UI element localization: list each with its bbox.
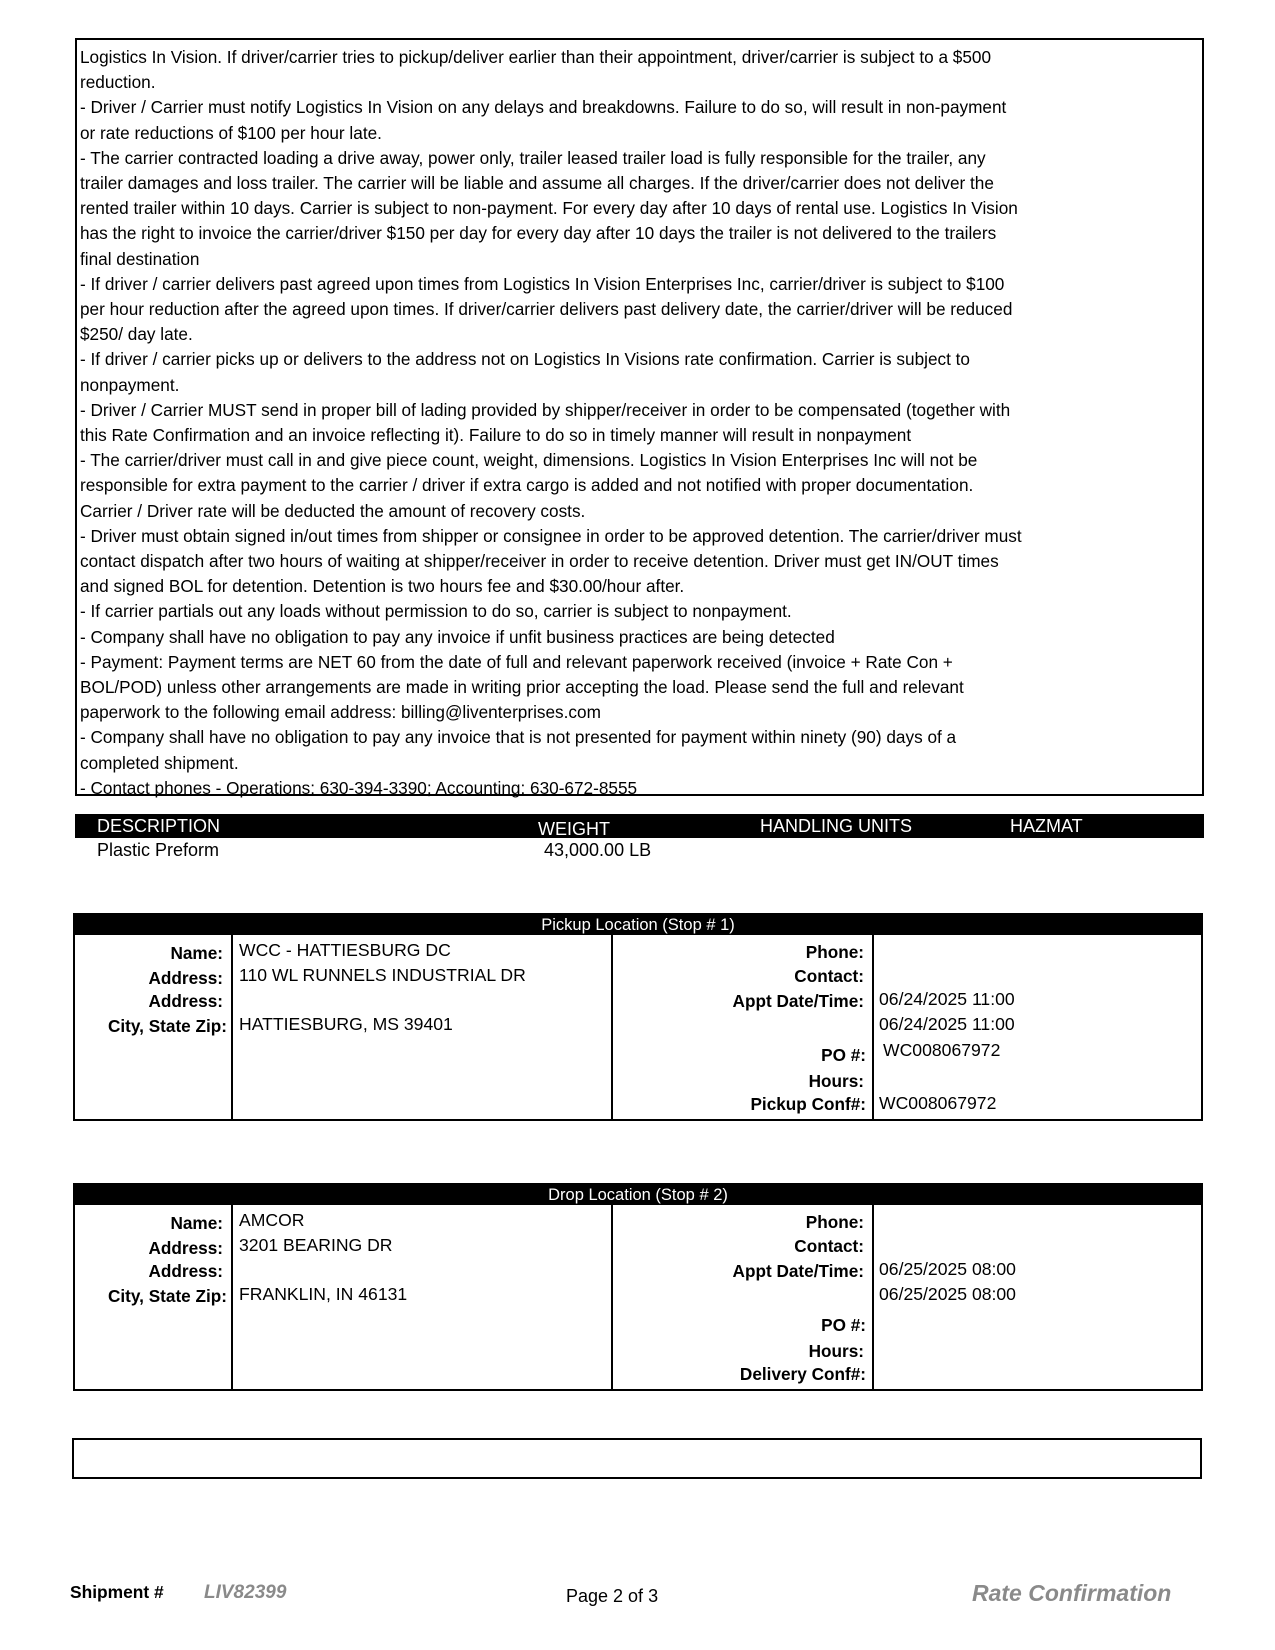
address-2-label: Address: <box>148 991 223 1011</box>
address-label: Address: <box>148 968 223 988</box>
terms-line: Carrier / Driver rate will be deducted the amount of recovery costs. <box>80 500 586 521</box>
page-number: Page 2 of 3 <box>566 1586 659 1606</box>
po-label: PO #: <box>821 1315 866 1335</box>
handling-units-header: HANDLING UNITS <box>760 816 913 836</box>
pickup-address: 110 WL RUNNELS INDUSTRIAL DR <box>239 965 526 985</box>
divider <box>611 1205 613 1389</box>
pickup-location-box <box>73 913 1203 1121</box>
terms-line: paperwork to the following email address: billing@liventerprises.com <box>80 702 601 723</box>
pickup-appt-end: 06/24/2025 11:00 <box>879 1014 1015 1034</box>
terms-line: - The carrier/driver must call in and give piece count, weight, dimensions. Logistics In Vision Enterprises Inc will not be <box>80 450 978 471</box>
pickup-conf-number: WC008067972 <box>879 1093 997 1113</box>
terms-line: reduction. <box>80 72 156 93</box>
drop-city-state-zip: FRANKLIN, IN 46131 <box>239 1284 408 1304</box>
terms-line: BOL/POD) unless other arrangements are made in writing prior accepting the load. Please send the full and relevant <box>80 677 964 698</box>
description-value: Plastic Preform <box>97 840 220 860</box>
divider <box>872 935 874 1119</box>
terms-line: - If driver / carrier delivers past agreed upon times from Logistics In Vision Enterprises Inc, carrier/driver is subject to $100 <box>80 273 1005 294</box>
weight-value: 43,000.00 LB <box>544 840 652 860</box>
phone-label: Phone: <box>805 1212 864 1232</box>
pickup-city-state-zip: HATTIESBURG, MS 39401 <box>239 1014 453 1034</box>
address-label: Address: <box>148 1238 223 1258</box>
notes-box <box>72 1438 1202 1479</box>
terms-line: - Payment: Payment terms are NET 60 from the date of full and relevant paperwork received (invoice + Rate Con + <box>80 651 953 672</box>
document-title: Rate Confirmation <box>972 1580 1172 1606</box>
commodity-header <box>75 814 1204 838</box>
contact-label: Contact: <box>794 966 864 986</box>
delivery-conf-label: Delivery Conf#: <box>739 1364 866 1384</box>
name-label: Name: <box>170 943 223 963</box>
pickup-conf-label: Pickup Conf#: <box>750 1094 866 1114</box>
divider <box>231 1205 233 1389</box>
drop-appt-start: 06/25/2025 08:00 <box>879 1259 1016 1279</box>
notes-text <box>74 1440 1200 1456</box>
drop-appt-end: 06/25/2025 08:00 <box>879 1284 1016 1304</box>
terms-line: - The carrier contracted loading a drive away, power only, trailer leased trailer load is fully responsible for the trailer, any <box>80 147 986 168</box>
hours-label: Hours: <box>808 1071 864 1091</box>
terms-line: - Company shall have no obligation to pay any invoice if unfit business practices are being detected <box>80 626 835 647</box>
drop-location-title: Drop Location (Stop # 2) <box>75 1185 1201 1205</box>
terms-line: $250/ day late. <box>80 324 193 345</box>
drop-name: AMCOR <box>239 1210 305 1230</box>
terms-line: and signed BOL for detention. Detention is two hours fee and $30.00/hour after. <box>80 576 685 597</box>
name-label: Name: <box>170 1213 223 1233</box>
appt-date-time-label: Appt Date/Time: <box>732 1261 864 1281</box>
shipment-number: LIV82399 <box>204 1582 287 1603</box>
terms-line: responsible for extra payment to the carrier / driver if extra cargo is added and not notified with proper documentation. <box>80 475 974 496</box>
terms-line: - Company shall have no obligation to pay any invoice that is not presented for payment within ninety (90) days of a <box>80 727 957 748</box>
contact-label: Contact: <box>794 1236 864 1256</box>
terms-line: - Driver / Carrier must notify Logistics In Vision on any delays and breakdowns. Failure to do so, will result in non-payment <box>80 97 1007 118</box>
divider <box>872 1205 874 1389</box>
terms-line: - Contact phones - Operations: 630-394-3390; Accounting: 630-672-8555 <box>80 777 638 798</box>
pickup-location-title: Pickup Location (Stop # 1) <box>75 915 1201 935</box>
terms-line: per hour reduction after the agreed upon times. If driver/carrier delivers past delivery date, the carrier/driver will be reduced <box>80 299 1013 320</box>
terms-line: - Driver / Carrier MUST send in proper bill of lading provided by shipper/receiver in order to be compensated (together with <box>80 399 1011 420</box>
drop-address: 3201 BEARING DR <box>239 1235 393 1255</box>
divider <box>231 935 233 1119</box>
pickup-name: WCC - HATTIESBURG DC <box>239 940 451 960</box>
terms-line: this Rate Confirmation and an invoice reflecting it). Failure to do so in timely manner will result in nonpayment <box>80 425 912 446</box>
terms-line: contact dispatch after two hours of waiting at shipper/receiver in order to receive detention. Driver must get IN/OUT times <box>80 551 999 572</box>
hazmat-header: HAZMAT <box>1010 816 1083 836</box>
terms-line: rented trailer within 10 days. Carrier is subject to non-payment. For every day after 10 days of rental use. Logistics In Vision <box>80 198 1018 219</box>
terms-line: - If driver / carrier picks up or delivers to the address not on Logistics In Visions rate confirmation. Carrier is subject to <box>80 349 970 370</box>
terms-line: final destination <box>80 248 200 269</box>
phone-label: Phone: <box>805 942 864 962</box>
terms-line: completed shipment. <box>80 752 239 773</box>
commodity-row <box>75 840 1204 864</box>
terms-line: - Driver must obtain signed in/out times from shipper or consignee in order to be approved detention. The carrier/driver must <box>80 525 1022 546</box>
weight-header: WEIGHT <box>538 819 610 839</box>
terms-line: trailer damages and loss trailer. The carrier will be liable and assume all charges. If the driver/carrier does not deliver the <box>80 173 994 194</box>
terms-line: or rate reductions of $100 per hour late. <box>80 122 382 143</box>
divider <box>611 935 613 1119</box>
appt-date-time-label: Appt Date/Time: <box>732 991 864 1011</box>
city-state-zip-label: City, State Zip: <box>107 1016 227 1036</box>
terms-box <box>75 38 1204 796</box>
drop-location-box <box>73 1183 1203 1391</box>
pickup-po-number: WC008067972 <box>883 1040 1001 1060</box>
terms-line: nonpayment. <box>80 374 180 395</box>
city-state-zip-label: City, State Zip: <box>107 1286 227 1306</box>
shipment-label: Shipment # <box>70 1582 164 1602</box>
description-header: DESCRIPTION <box>97 816 221 836</box>
terms-line: has the right to invoice the carrier/driver $150 per day for every day after 10 days the trailer is not delivered to the trailers <box>80 223 997 244</box>
po-label: PO #: <box>821 1045 866 1065</box>
pickup-appt-start: 06/24/2025 11:00 <box>879 989 1015 1009</box>
address-2-label: Address: <box>148 1261 223 1281</box>
terms-line: - If carrier partials out any loads without permission to do so, carrier is subject to nonpayment. <box>80 601 792 622</box>
hours-label: Hours: <box>808 1341 864 1361</box>
terms-line: Logistics In Vision. If driver/carrier tries to pickup/deliver earlier than their appointment, driver/carrier is subject to a $500 <box>80 47 992 67</box>
